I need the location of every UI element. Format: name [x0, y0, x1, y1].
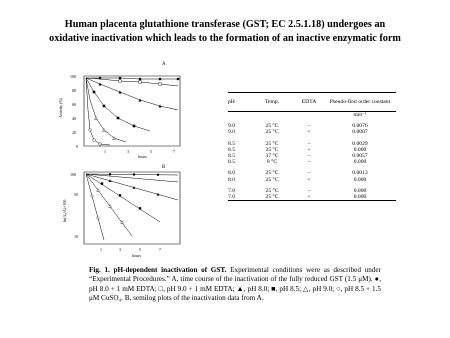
unit-label: min⁻¹: [353, 112, 367, 118]
b-ytick-10: 10: [74, 234, 78, 239]
a-ytick-20: 20: [72, 130, 76, 135]
panel-b-ylabel: ln(A₀/A)×100: [62, 199, 67, 222]
table-cell: 0.000: [353, 187, 367, 194]
a-curve-ph9: [86, 78, 126, 142]
table-cell: 25 °C: [265, 187, 279, 194]
table-cell: 25 °C: [265, 129, 279, 136]
table-cell: −: [307, 170, 311, 177]
table-cell: 9.0: [228, 123, 235, 130]
table-cell: +: [307, 146, 311, 153]
panel-a-ylabel: Activity (%): [58, 97, 63, 118]
figure-caption: [89, 266, 381, 303]
table-cell: 7.0: [228, 193, 235, 200]
title-line-2: oxidative inactivation which leads to the formation of an inactive enzymatic form: [49, 33, 401, 44]
a-xtick-7: 7: [173, 149, 175, 154]
table-cell: 0.000: [353, 193, 367, 200]
a-markers-open-triangle: [95, 117, 116, 140]
table-bottom-rule: [228, 200, 396, 201]
table-cell: 0 °C: [266, 159, 278, 166]
a-ytick-0: 0: [76, 144, 78, 149]
title-line-1: Human placenta glutathione transferase (GST; EC 2.5.1.18) undergoes an: [64, 19, 386, 30]
panel-b-label: B: [162, 165, 166, 170]
table-cell: 0.0057: [352, 152, 368, 159]
header-temp: Temp.: [264, 99, 280, 105]
table-cell: 0.000: [353, 176, 367, 183]
b-markers-filled-square: [101, 182, 141, 209]
table-cell: −: [307, 152, 311, 159]
table-cell: 0.0007: [352, 129, 368, 136]
a-xtick-5: 5: [150, 149, 152, 154]
b-line-ph8-edta: [86, 174, 178, 175]
b-xtick-1: 1: [100, 247, 102, 252]
table-row: [228, 177, 396, 183]
table-header: [228, 93, 396, 111]
table-cell: 25 °C: [265, 146, 279, 153]
header-edta: EDTA: [301, 99, 317, 105]
b-ytick-100: 100: [70, 172, 76, 177]
table-row: [228, 129, 396, 135]
table-cell: 25 °C: [265, 170, 279, 177]
a-markers-filled-circle: [99, 77, 180, 81]
a-xtick-3: 3: [127, 149, 129, 154]
table-cell: 7.0: [228, 187, 235, 194]
b-xtick-5: 5: [139, 247, 141, 252]
a-curve-ph8: [86, 78, 178, 110]
table-cell: 8.0: [228, 176, 235, 183]
table-cell: 0.0076: [352, 123, 368, 130]
a-markers-open-circle: [89, 129, 102, 146]
b-line-ph9: [86, 174, 132, 236]
table-row: [228, 194, 396, 200]
table-unit-row: [228, 112, 396, 118]
panel-a-label: A: [162, 62, 166, 67]
b-xtick-3: 3: [119, 247, 121, 252]
table-cell: 25 °C: [265, 140, 279, 147]
a-xtick-1: 1: [104, 149, 106, 154]
caption-fig-title: pH-dependent inactivation of GST.: [113, 266, 227, 274]
table-cell: +: [307, 176, 311, 183]
panel-a-xlabel: hours: [138, 154, 147, 159]
panel-b-xlabel: hours: [132, 253, 141, 258]
table-body: [228, 118, 396, 200]
a-curve-ph85: [86, 78, 150, 131]
a-markers-open-square: [119, 80, 162, 86]
table-cell: 25 °C: [265, 176, 279, 183]
table-cell: −: [307, 159, 311, 166]
table-cell: −: [307, 140, 311, 147]
b-markers-filled-triangle: [109, 179, 160, 195]
a-ytick-40: 40: [72, 116, 76, 121]
panel-a: [58, 62, 180, 159]
table-cell: +: [307, 193, 311, 200]
table-cell: 8.5: [228, 140, 235, 147]
header-ph: pH: [228, 99, 235, 105]
b-xtick-7: 7: [159, 247, 161, 252]
table-cell: −: [307, 187, 311, 194]
table-cell: 37 °C: [265, 152, 279, 159]
table-cell: 0.000: [353, 146, 367, 153]
table-row: [228, 159, 396, 165]
table-cell: 25 °C: [265, 193, 279, 200]
table-cell: 25 °C: [265, 123, 279, 130]
a-ytick-60: 60: [72, 102, 76, 107]
a-markers-filled-square: [93, 91, 136, 128]
panel-b: [62, 165, 180, 258]
table-cell: 8.0: [228, 170, 235, 177]
a-ytick-80: 80: [72, 88, 76, 93]
caption-text: Experimental conditions were as described under “Experimental Procedures.” A, time course of the inactivation of the fully reduced GST (1.5 μM). ●, pH 8.0 + 1 mM EDTA; □, pH 9.0 + 1 mM EDTA; ▲, pH 8.0; ■, pH 8.5; △, pH 9.0; ○, pH 8.5 + 1.5 μM CuSO₄. B, semilog plots of the inactivation data from A.: [89, 266, 381, 302]
b-ytick-50: 50: [74, 192, 78, 197]
table-cell: −: [307, 123, 311, 130]
table-cell: +: [307, 129, 311, 136]
a-curve-cuso4: [86, 78, 110, 145]
header-rate-constant: Pseudo-first order constant: [329, 99, 391, 105]
table-cell: 8.5: [228, 152, 235, 159]
table-cell: 9.0: [228, 129, 235, 136]
table-cell: 0.000: [353, 159, 367, 166]
caption-fig-label: Fig. 1.: [89, 266, 110, 274]
table-cell: 0.0013: [352, 170, 368, 177]
table-cell: 8.5: [228, 159, 235, 166]
table-cell: 8.5: [228, 146, 235, 153]
table-cell: 0.0029: [352, 140, 368, 147]
rate-constant-table: [228, 92, 396, 201]
a-ytick-100: 100: [70, 74, 76, 79]
